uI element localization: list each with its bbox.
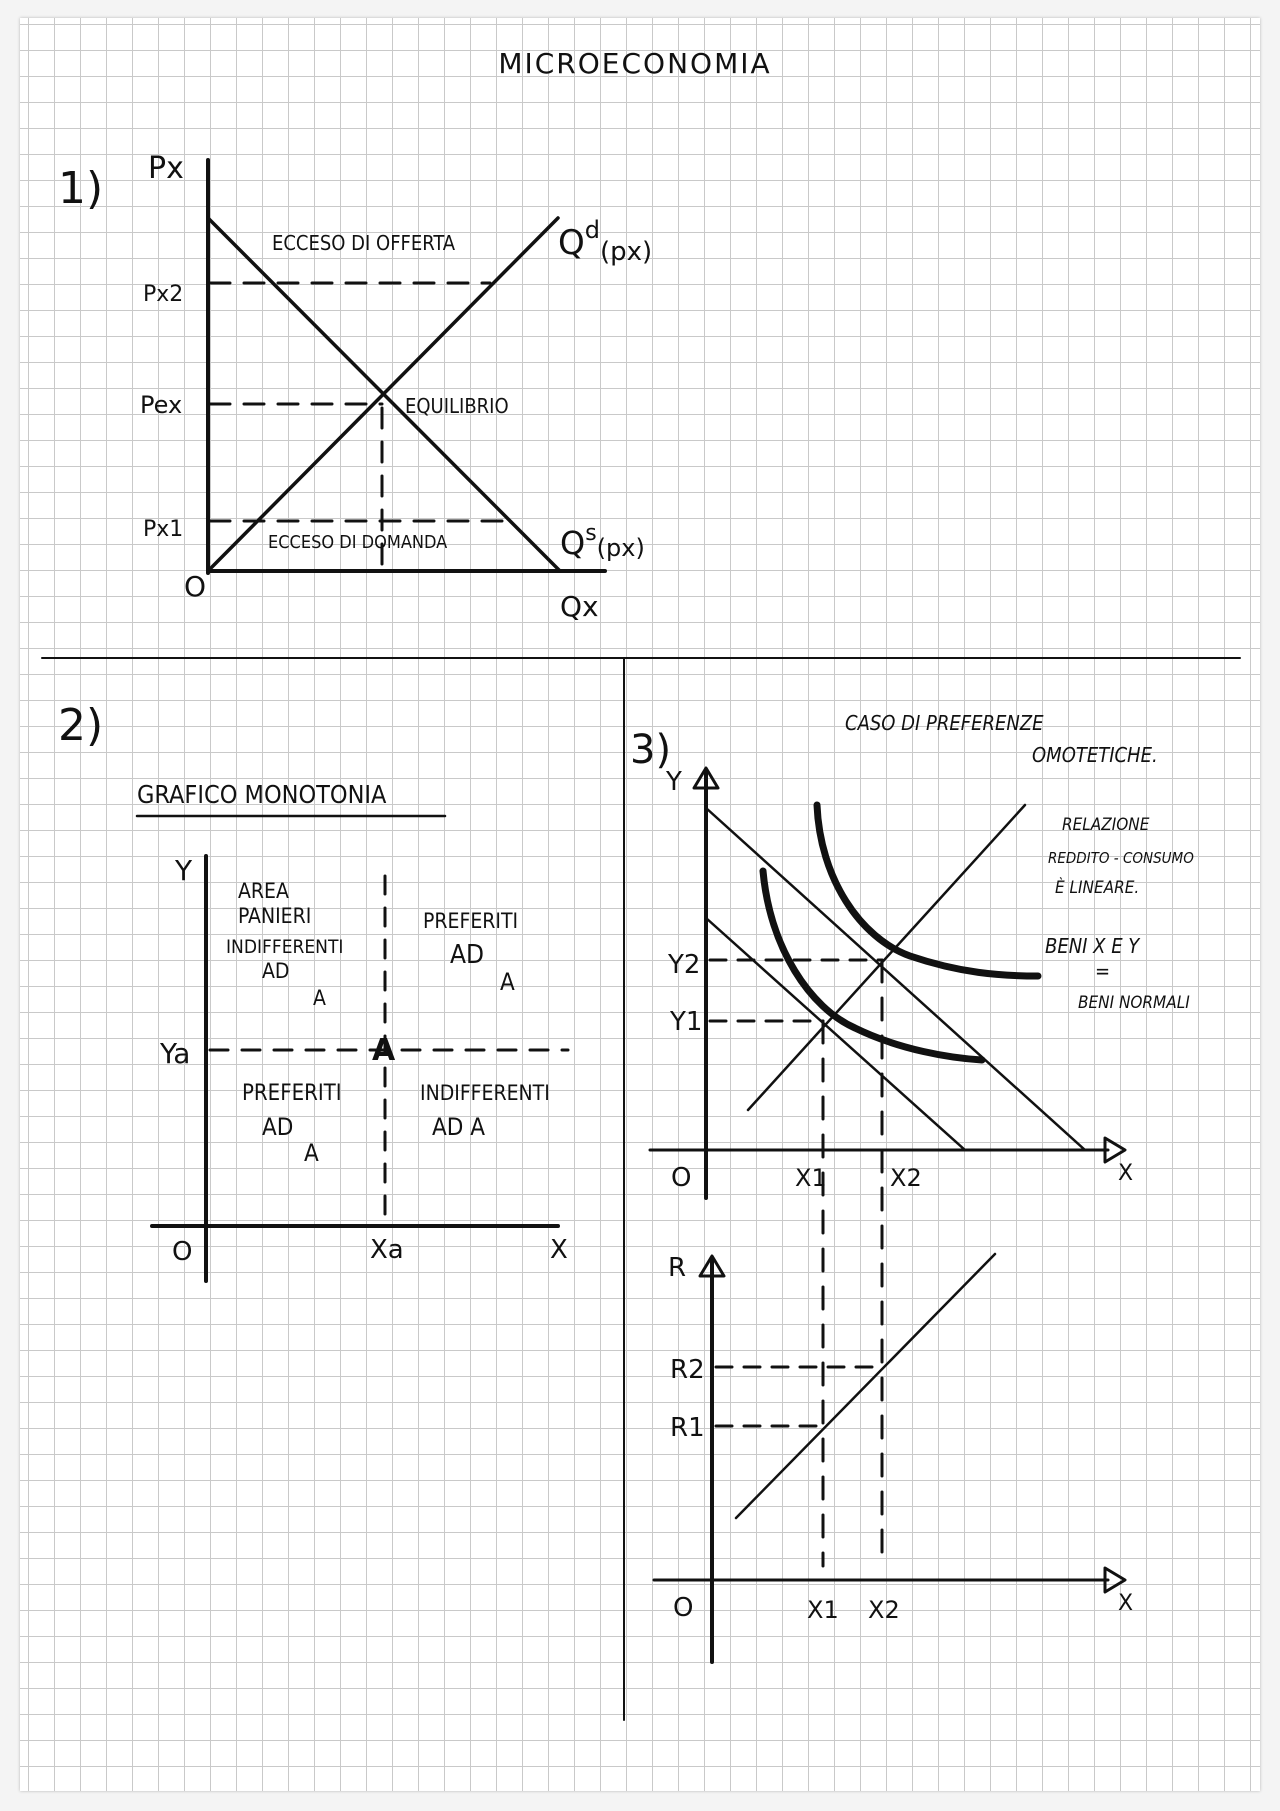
- r2-label: R2: [670, 1355, 705, 1385]
- price-high-label: Px2: [143, 282, 184, 307]
- page-title: MICROECONOMIA: [498, 47, 772, 80]
- homothetic-heading-2: OMOTETICHE.: [1032, 743, 1158, 767]
- quadrant-top-left: [226, 879, 343, 1010]
- monotonicity-heading: GRAFICO MONOTONIA: [137, 780, 387, 809]
- note-normal-goods: [1045, 934, 1190, 1013]
- graph-paper-sheet: [20, 18, 1260, 1791]
- svg-text:PREFERITI: PREFERITI: [242, 1081, 342, 1106]
- svg-text:AD: AD: [262, 959, 290, 983]
- notes-drawing: [20, 18, 1260, 1791]
- note-income-consumption: [1048, 815, 1194, 898]
- svg-text:RELAZIONE: RELAZIONE: [1062, 815, 1150, 835]
- bottom-x2-label: X2: [868, 1596, 900, 1624]
- svg-text:AD A: AD A: [432, 1113, 486, 1141]
- top-origin-label: O: [671, 1163, 692, 1193]
- supply-curve-q: $Q^s_{(px)}$: [560, 521, 645, 562]
- svg-text:PANIERI: PANIERI: [238, 904, 312, 928]
- budget-line-1: [706, 918, 965, 1150]
- svg-text:A: A: [313, 986, 326, 1010]
- svg-text:È LINEARE.: È LINEARE.: [1055, 878, 1140, 898]
- bottom-x-label: X: [1118, 1591, 1134, 1616]
- svg-text:AD: AD: [450, 940, 485, 970]
- r1-label: R1: [670, 1413, 705, 1443]
- top-x1-label: X1: [795, 1164, 827, 1192]
- y2-label: Y2: [668, 950, 701, 980]
- top-x2-label: X2: [890, 1164, 922, 1192]
- equilibrium-label: EQUILIBRIO: [405, 394, 509, 418]
- axis-label-px: Px: [148, 151, 184, 186]
- top-y-label: Y: [666, 767, 682, 797]
- excess-supply-label: ECCESO DI OFFERTA: [272, 231, 456, 255]
- svg-text:BENI NORMALI: BENI NORMALI: [1078, 993, 1190, 1013]
- homothetic-heading-1: CASO DI PREFERENZE: [845, 711, 1044, 735]
- svg-text:AREA: AREA: [238, 879, 289, 903]
- section-2-monotonicity: [58, 700, 568, 1281]
- bottom-y-label: R: [668, 1253, 687, 1283]
- svg-text:INDIFFERENTI: INDIFFERENTI: [420, 1081, 550, 1105]
- svg-text:A: A: [304, 1139, 319, 1167]
- quadrant-bottom-right: [420, 1081, 550, 1141]
- section-2-number: 2): [58, 700, 104, 751]
- indifference-curve-2: [817, 805, 1038, 976]
- section-3-number: 3): [630, 727, 672, 773]
- bottom-x1-label: X1: [807, 1596, 839, 1624]
- svg-text:BENI X E Y: BENI X E Y: [1045, 934, 1140, 958]
- axis-label-y: Y: [175, 854, 193, 887]
- income-relation-line: [736, 1254, 995, 1518]
- svg-text:REDDITO - CONSUMO: REDDITO - CONSUMO: [1048, 849, 1194, 867]
- axis-label-qx: Qx: [560, 590, 599, 623]
- point-a-label: A: [372, 1033, 396, 1068]
- section-1-supply-demand: [58, 151, 652, 623]
- top-x-label: X: [1118, 1161, 1134, 1186]
- excess-demand-label: ECCESO DI DOMANDA: [268, 532, 448, 553]
- y1-label: Y1: [670, 1007, 703, 1037]
- section-1-number: 1): [58, 163, 104, 214]
- svg-text:PREFERITI: PREFERITI: [423, 909, 519, 933]
- svg-text:A: A: [500, 968, 515, 996]
- svg-text:AD: AD: [262, 1113, 294, 1141]
- ya-label: Ya: [160, 1037, 191, 1070]
- quadrant-top-right: [423, 909, 518, 996]
- price-eq-label: Pex: [140, 391, 183, 419]
- section-3-homothetic: [630, 711, 1194, 1662]
- quadrant-bottom-left: [242, 1081, 342, 1167]
- svg-text:=: =: [1095, 959, 1111, 983]
- price-low-label: Px1: [143, 517, 184, 542]
- origin-label: O: [172, 1237, 193, 1267]
- svg-text:INDIFFERENTI: INDIFFERENTI: [226, 936, 344, 958]
- axis-label-x: X: [550, 1235, 568, 1265]
- bottom-origin-label: O: [673, 1593, 694, 1623]
- origin-label: O: [184, 570, 207, 603]
- demand-curve-q: $Q^d_{(px)}$: [558, 216, 653, 267]
- xa-label: Xa: [370, 1235, 404, 1265]
